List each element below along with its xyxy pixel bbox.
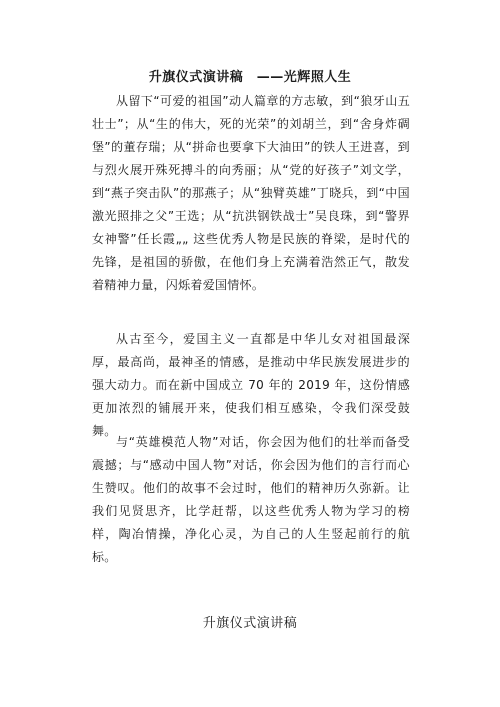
paragraph-dialogue	[92, 431, 410, 569]
paragraph-text: 从留下“可爱的祖国”动人篇章的方志敏，到“狼牙山五壮士”；从“生的伟大，死的光荣”的刘胡兰，到“舍身炸碉堡”的董存瑞；从“拼命也要拿下大油田”的铁人王进喜，到与烈火展开殊死搏斗的向秀丽；从“党的好孩子”刘文学，到“燕子突击队”的那燕子；从“独臂英雄”丁晓兵，到“中国激光照排之父”王选；从“抗洪钢铁战士”吴良珠，到“警界女神警”任长霞„„ 这些优秀人物是民族的脊梁，是时代的先锋，是祖国的骄傲，在他们身上充满着浩然正气，散发着精神力量，闪烁着爱国情怀。	[92, 94, 410, 292]
paragraph-text: 与“英雄模范人物”对话，你会因为他们的壮举而备受震撼；与“感动中国人物”对话，你会因为他们的言行而心生赞叹。他们的故事不会过时，他们的精神历久弥新。让我们见贤思齐，比学赶帮，以这些优秀人物为学习的榜样，陶冶情操，净化心灵，为自己的人生竖起前行的航标。	[92, 435, 410, 564]
document-title: 升旗仪式演讲稿 ——光辉照人生	[148, 70, 352, 85]
paragraph-text: 从古至今，爱国主义一直都是中华儿女对祖国最深厚，最高尚，最神圣的情感，是推动中华民族发展进步的强大动力。而在新中国成立 70 年的 2019 年，这份情感更加浓烈的铺展开来，使我们相互感染，令我们深受鼓舞。	[92, 332, 410, 438]
paragraph-heroes	[92, 90, 410, 297]
next-page-title: 升旗仪式演讲稿	[202, 616, 298, 631]
paragraph-patriotism	[92, 328, 410, 443]
